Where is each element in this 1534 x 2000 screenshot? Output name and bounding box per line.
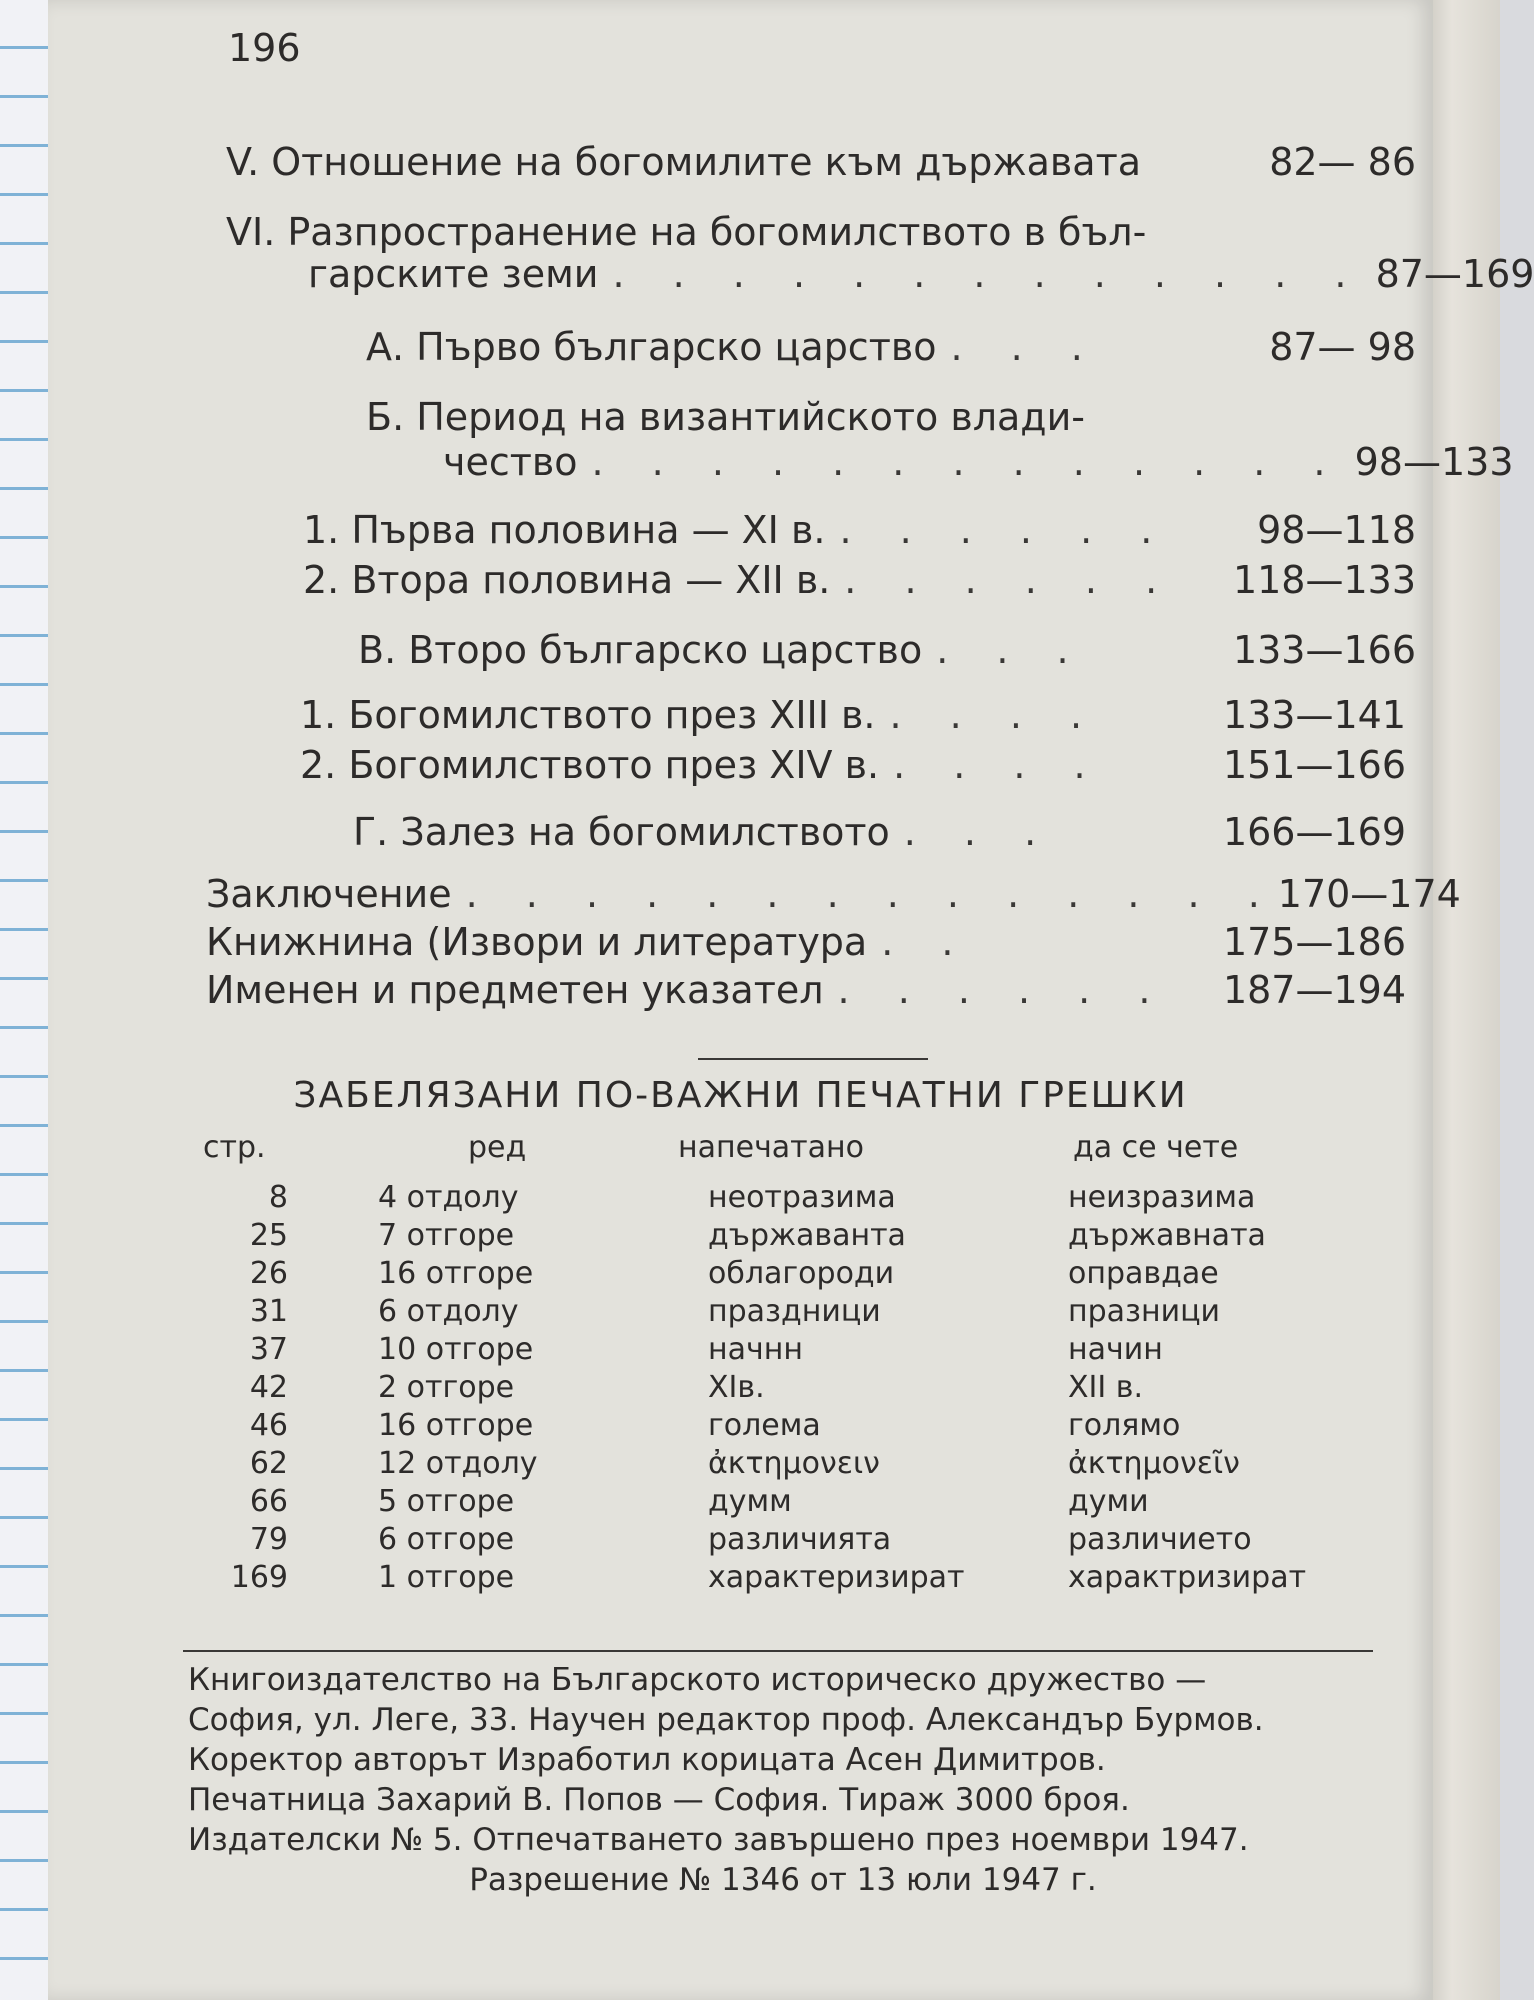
table-row: 62 12 отдолу ἀκτημονειν ἀκτημονεῖν [249,1446,1240,1481]
table-row: 25 7 отгоре държаванта държавната [249,1218,1266,1253]
page-number: 196 [228,26,301,70]
table-row: 79 6 отгоре различията различието [249,1522,1252,1557]
toc-entry: 1. Богомилството през XIII в. . . . . 133—141 [300,693,1406,737]
toc-entry: 1. Първа половина — XI в. . . . . . . 98—118 [303,508,1416,552]
table-row: 169 1 отгоре характеризират характризират [230,1560,1307,1595]
errata-header-page: стр. [203,1130,266,1165]
book-page [48,0,1534,2000]
toc-entry: В. Второ българско царство . . . 133—166 [358,628,1416,672]
table-row: 8 4 отдолу неотразима неизразима [268,1180,1256,1215]
toc-entry: Б. Период на византийското влади- [366,395,1085,439]
errata-header-line: ред [468,1130,527,1165]
table-row: 37 10 отгоре начнн начин [249,1332,1163,1367]
toc-entry: Заключение . . . . . . . . . . . . . . 170—174 [206,872,1461,916]
toc-entry: Книжнина (Извори и литература . . 175—186 [206,920,1406,964]
errata-header-printed: напечатано [678,1130,865,1165]
toc-entry: V. Отношение на богомилите към държавата 82— 86 [226,140,1416,184]
divider [183,1650,1373,1652]
divider [698,1058,928,1060]
toc-entry: гарските земи . . . . . . . . . . . . . 87—169 [308,252,1534,296]
table-row: 26 16 отгоре облагороди оправдае [249,1256,1219,1291]
errata-header-read: да се чете [1073,1130,1239,1165]
toc-entry: Г. Залез на богомилството . . . 166—169 [353,810,1406,854]
toc-entry: Именен и предметен указател . . . . . . 187—194 [206,968,1406,1012]
table-row: 66 5 отгоре думм думи [249,1484,1149,1519]
colophon: Книгоиздателство на Българското историческо дружество — София, ул. Леге, 33. Научен редактор проф. Александър Бурмов. Коректор авторът Изработил корицата Асен Димитров. Печатница Захарий В. Попов — София. Тираж 3000 броя. Издателски № 5. Отпечатването завършено през ноември 1947. Разрешение № 1346 от 13 юли 1947 г. [188,1662,1264,1898]
table-row: 46 16 отгоре голема голямо [249,1408,1181,1443]
toc-entry: 2. Втора половина — XII в. . . . . . . 118—133 [303,558,1416,602]
toc-entry: чество . . . . . . . . . . . . . 98—133 [443,440,1514,484]
toc-entry: 2. Богомилството през XIV в. . . . . 151—166 [300,743,1406,787]
toc-entry: А. Първо българско царство . . . 87— 98 [366,325,1416,369]
errata-title: ЗАБЕЛЯЗАНИ ПО-ВАЖНИ ПЕЧАТНИ ГРЕШКИ [293,1075,1188,1116]
toc-entry: VI. Разпространение на богомилството в бъл- [226,210,1147,254]
table-row: 42 2 отгоре XIв. XII в. [249,1370,1143,1405]
table-row: 31 6 отдолу праздници празници [249,1294,1221,1329]
